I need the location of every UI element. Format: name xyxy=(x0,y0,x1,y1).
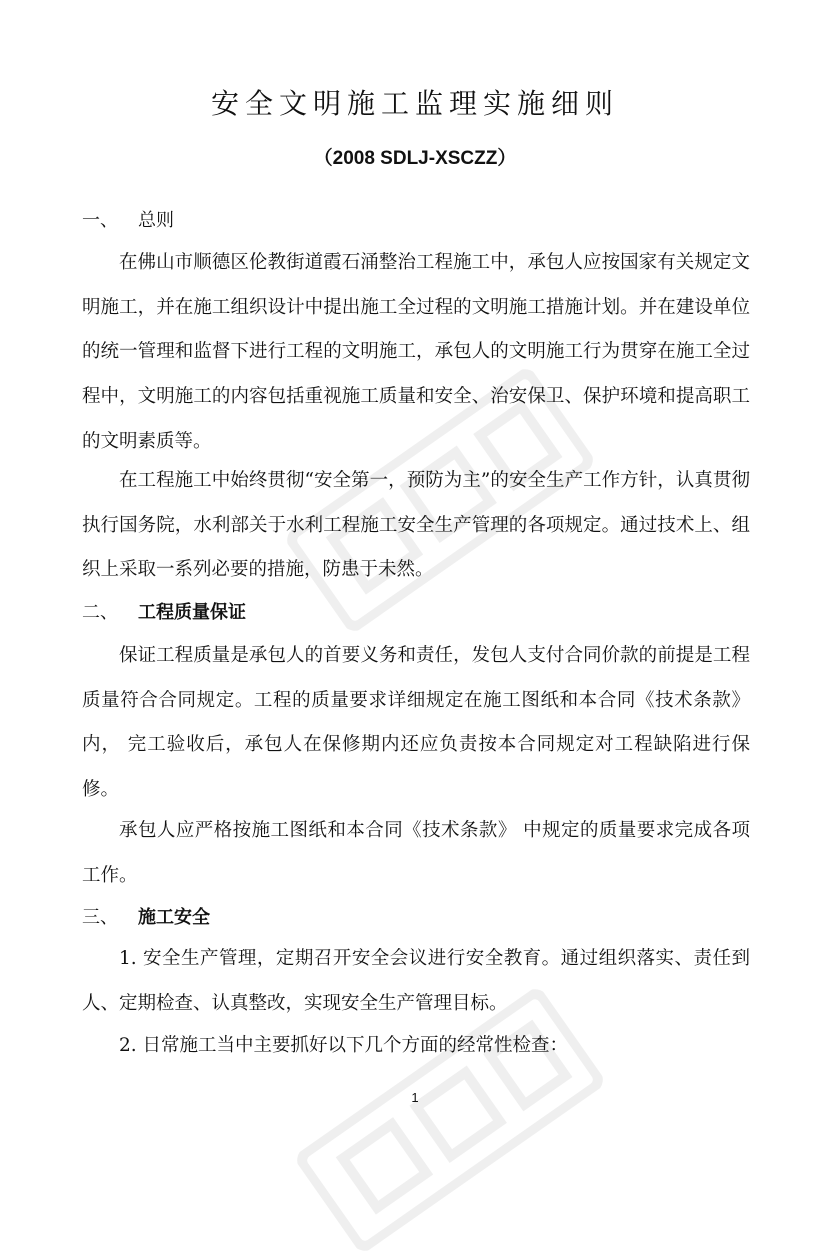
document-title: 安全文明施工监理实施细则 xyxy=(210,87,619,120)
paragraph: 承包人应严格按施工图纸和本合同《技术条款》 中规定的质量要求完成各项工作。 xyxy=(82,820,750,886)
paragraph: 在佛山市顺德区伦教街道霞石涌整治工程施工中，承包人应按国家有关规定文明施工，并在施工组织设计中提出施工全过程的文明施工措施计划。并在建设单位的统一管理和监督下进行工程的文明施工，承包人的文明施工行为贯穿在施工全过程中，文明施工的内容包括重视施工质量和安全、治安保卫、保护环境和提高职工的文明素质等。 xyxy=(82,252,750,452)
section-number: 一、 xyxy=(82,210,118,231)
section-number: 三、 xyxy=(82,907,118,928)
section-title: 工程质量保证 xyxy=(138,602,246,623)
page-number: 1 xyxy=(411,1090,419,1105)
section-title: 总则 xyxy=(138,210,174,231)
paragraph: 在工程施工中始终贯彻“安全第一，预防为主”的安全生产工作方针，认真贯彻执行国务院，水利部关于水利工程施工安全生产管理的各项规定。通过技术上、组织上采取一系列必要的措施，防患于未然。 xyxy=(82,470,750,581)
document-code: （2008 SDLJ-XSCZZ） xyxy=(313,148,517,169)
section-heading xyxy=(82,598,246,624)
paragraph: 1. 安全生产管理，定期召开安全会议进行安全教育。通过组织落实、责任到人、定期检查、认真整改，实现安全生产管理目标。 xyxy=(82,948,750,1014)
section-number: 二、 xyxy=(82,602,118,623)
section-title: 施工安全 xyxy=(138,907,210,928)
paragraph: 2. 日常施工当中主要抓好以下几个方面的经常性检查： xyxy=(119,1035,569,1056)
paragraph: 保证工程质量是承包人的首要义务和责任，发包人支付合同价款的前提是工程质量符合合同规定。工程的质量要求详细规定在施工图纸和本合同《技术条款》 内， 完工验收后，承包人在保修期内还应负责按本合同规定对工程缺陷进行保修。 xyxy=(82,645,750,801)
section-heading xyxy=(82,903,210,929)
section-heading xyxy=(82,206,174,232)
